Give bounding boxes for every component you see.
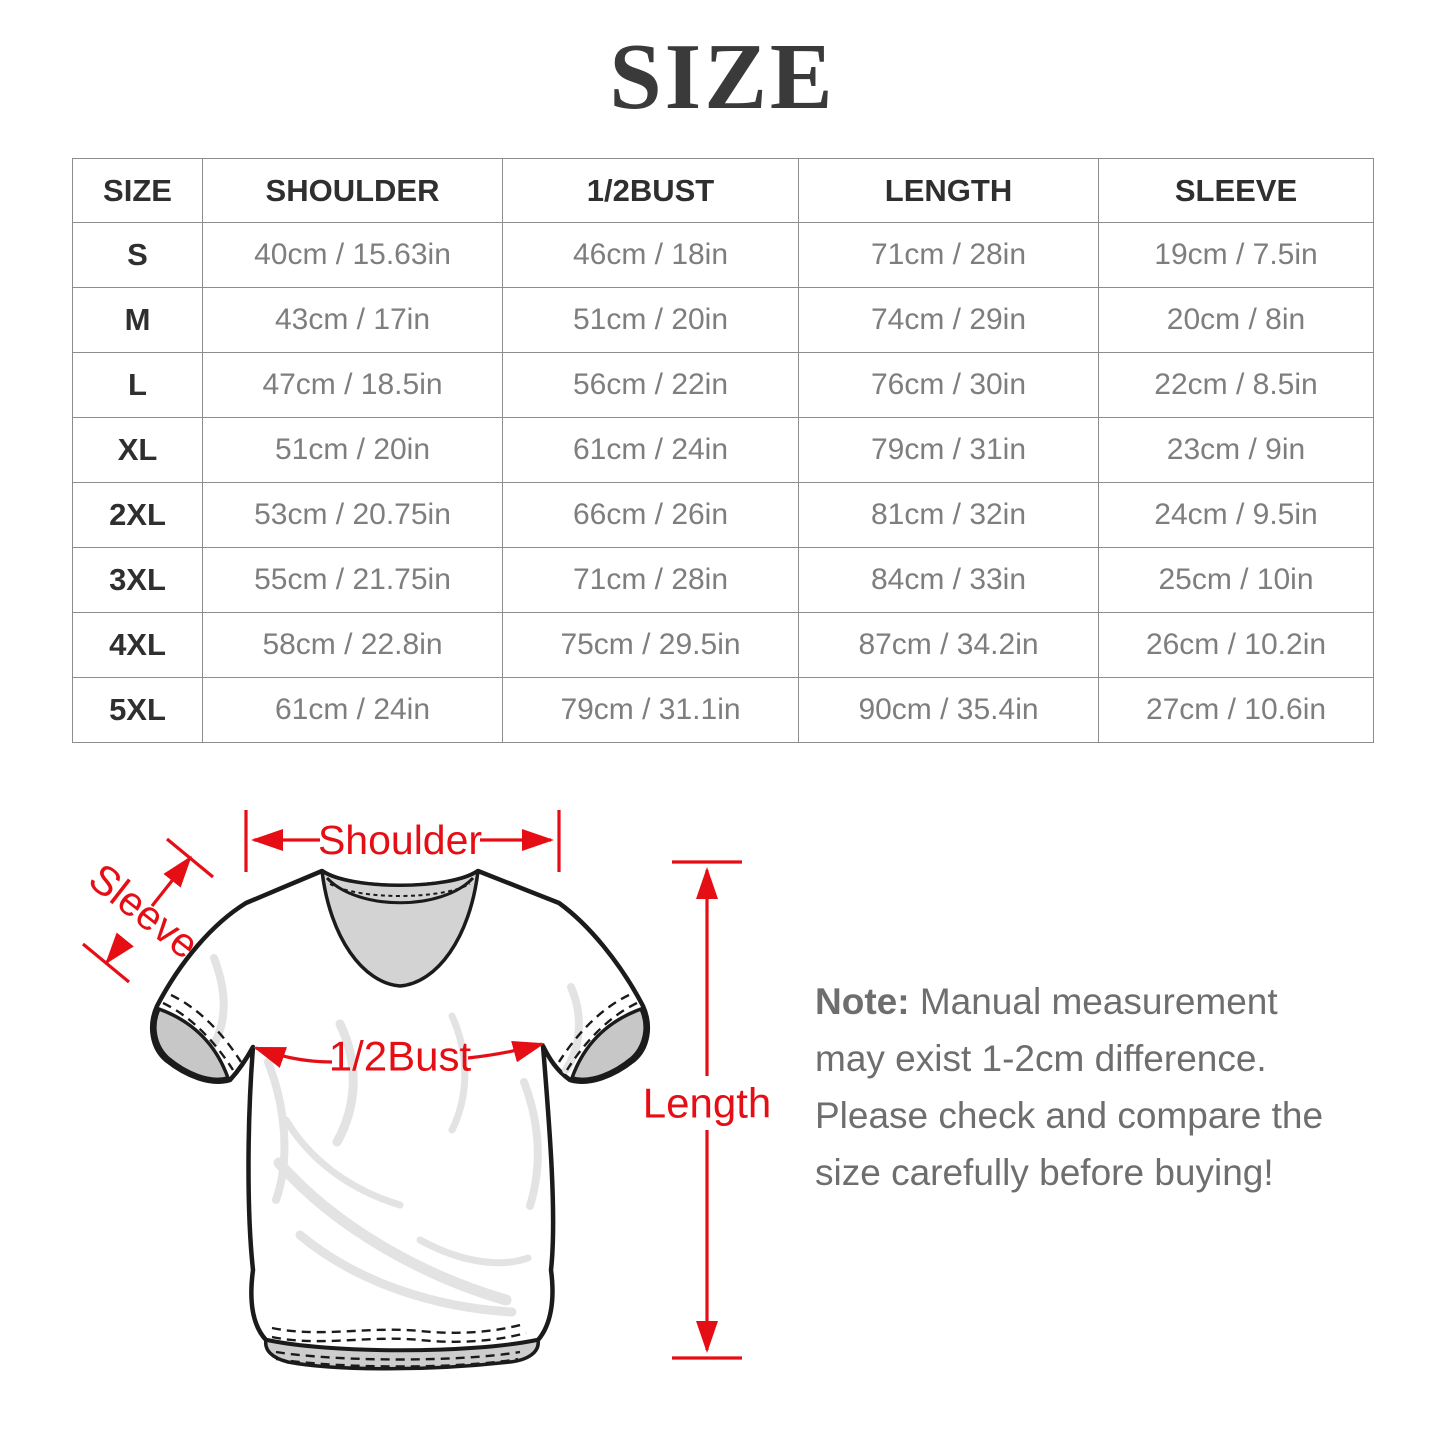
table-row (73, 548, 1374, 613)
table-row (73, 678, 1374, 743)
shoulder-label: Shoulder (317, 817, 483, 863)
size-cell: 5XL (73, 678, 203, 743)
table-row (73, 223, 1374, 288)
size-cell: S (73, 223, 203, 288)
measurement-cell: 71cm / 28in (799, 223, 1099, 288)
table-row (73, 483, 1374, 548)
bust-label: 1/2Bust (328, 1032, 472, 1080)
measurement-cell: 26cm / 10.2in (1099, 613, 1374, 678)
measurement-cell: 74cm / 29in (799, 288, 1099, 353)
sleeve-label: Sleeve (80, 854, 208, 968)
measurement-cell: 76cm / 30in (799, 353, 1099, 418)
measurement-cell: 51cm / 20in (203, 418, 503, 483)
length-label: Length (642, 1079, 772, 1127)
measurement-cell: 22cm / 8.5in (1099, 353, 1374, 418)
table-row (73, 353, 1374, 418)
measurement-cell: 81cm / 32in (799, 483, 1099, 548)
measurement-cell: 19cm / 7.5in (1099, 223, 1374, 288)
note-body: Manual measurement may exist 1-2cm difference. Please check and compare the size carefully before buying! (815, 981, 1324, 1193)
column-header-size: SIZE (73, 159, 203, 223)
sleeve-arrow-down (107, 941, 124, 962)
size-cell: L (73, 353, 203, 418)
measurement-cell: 25cm / 10in (1099, 548, 1374, 613)
measurement-cell: 79cm / 31.1in (503, 678, 799, 743)
measurement-cell: 43cm / 17in (203, 288, 503, 353)
page-title: SIZE (609, 25, 836, 129)
measurement-cell: 53cm / 20.75in (203, 483, 503, 548)
measurement-cell: 61cm / 24in (203, 678, 503, 743)
sleeve-tick-bottom (83, 944, 129, 982)
table-row (73, 613, 1374, 678)
column-header-length: LENGTH (799, 159, 1099, 223)
table-row (73, 288, 1374, 353)
measurement-cell: 27cm / 10.6in (1099, 678, 1374, 743)
measurement-cell: 79cm / 31in (799, 418, 1099, 483)
size-cell: M (73, 288, 203, 353)
measurement-cell: 24cm / 9.5in (1099, 483, 1374, 548)
measurement-cell: 58cm / 22.8in (203, 613, 503, 678)
measurement-cell: 20cm / 8in (1099, 288, 1374, 353)
measurement-cell: 47cm / 18.5in (203, 353, 503, 418)
measurement-cell: 75cm / 29.5in (503, 613, 799, 678)
measurement-cell: 55cm / 21.75in (203, 548, 503, 613)
column-header-bust: 1/2BUST (503, 159, 799, 223)
table-header-row (73, 159, 1374, 223)
measurement-cell: 66cm / 26in (503, 483, 799, 548)
note-label: Note: (815, 981, 910, 1022)
note-text (815, 973, 1340, 1201)
measurement-cell: 46cm / 18in (503, 223, 799, 288)
measurement-cell: 51cm / 20in (503, 288, 799, 353)
measurement-cell: 56cm / 22in (503, 353, 799, 418)
size-cell: XL (73, 418, 203, 483)
size-cell: 2XL (73, 483, 203, 548)
size-cell: 4XL (73, 613, 203, 678)
tshirt-measurement-diagram (40, 795, 780, 1415)
table-row (73, 418, 1374, 483)
size-table (72, 158, 1374, 743)
column-header-sleeve: SLEEVE (1099, 159, 1374, 223)
measurement-cell: 90cm / 35.4in (799, 678, 1099, 743)
measurement-cell: 61cm / 24in (503, 418, 799, 483)
measurement-cell: 23cm / 9in (1099, 418, 1374, 483)
column-header-shoulder: SHOULDER (203, 159, 503, 223)
size-cell: 3XL (73, 548, 203, 613)
measurement-cell: 40cm / 15.63in (203, 223, 503, 288)
measurement-cell: 71cm / 28in (503, 548, 799, 613)
measurement-cell: 87cm / 34.2in (799, 613, 1099, 678)
measurement-cell: 84cm / 33in (799, 548, 1099, 613)
